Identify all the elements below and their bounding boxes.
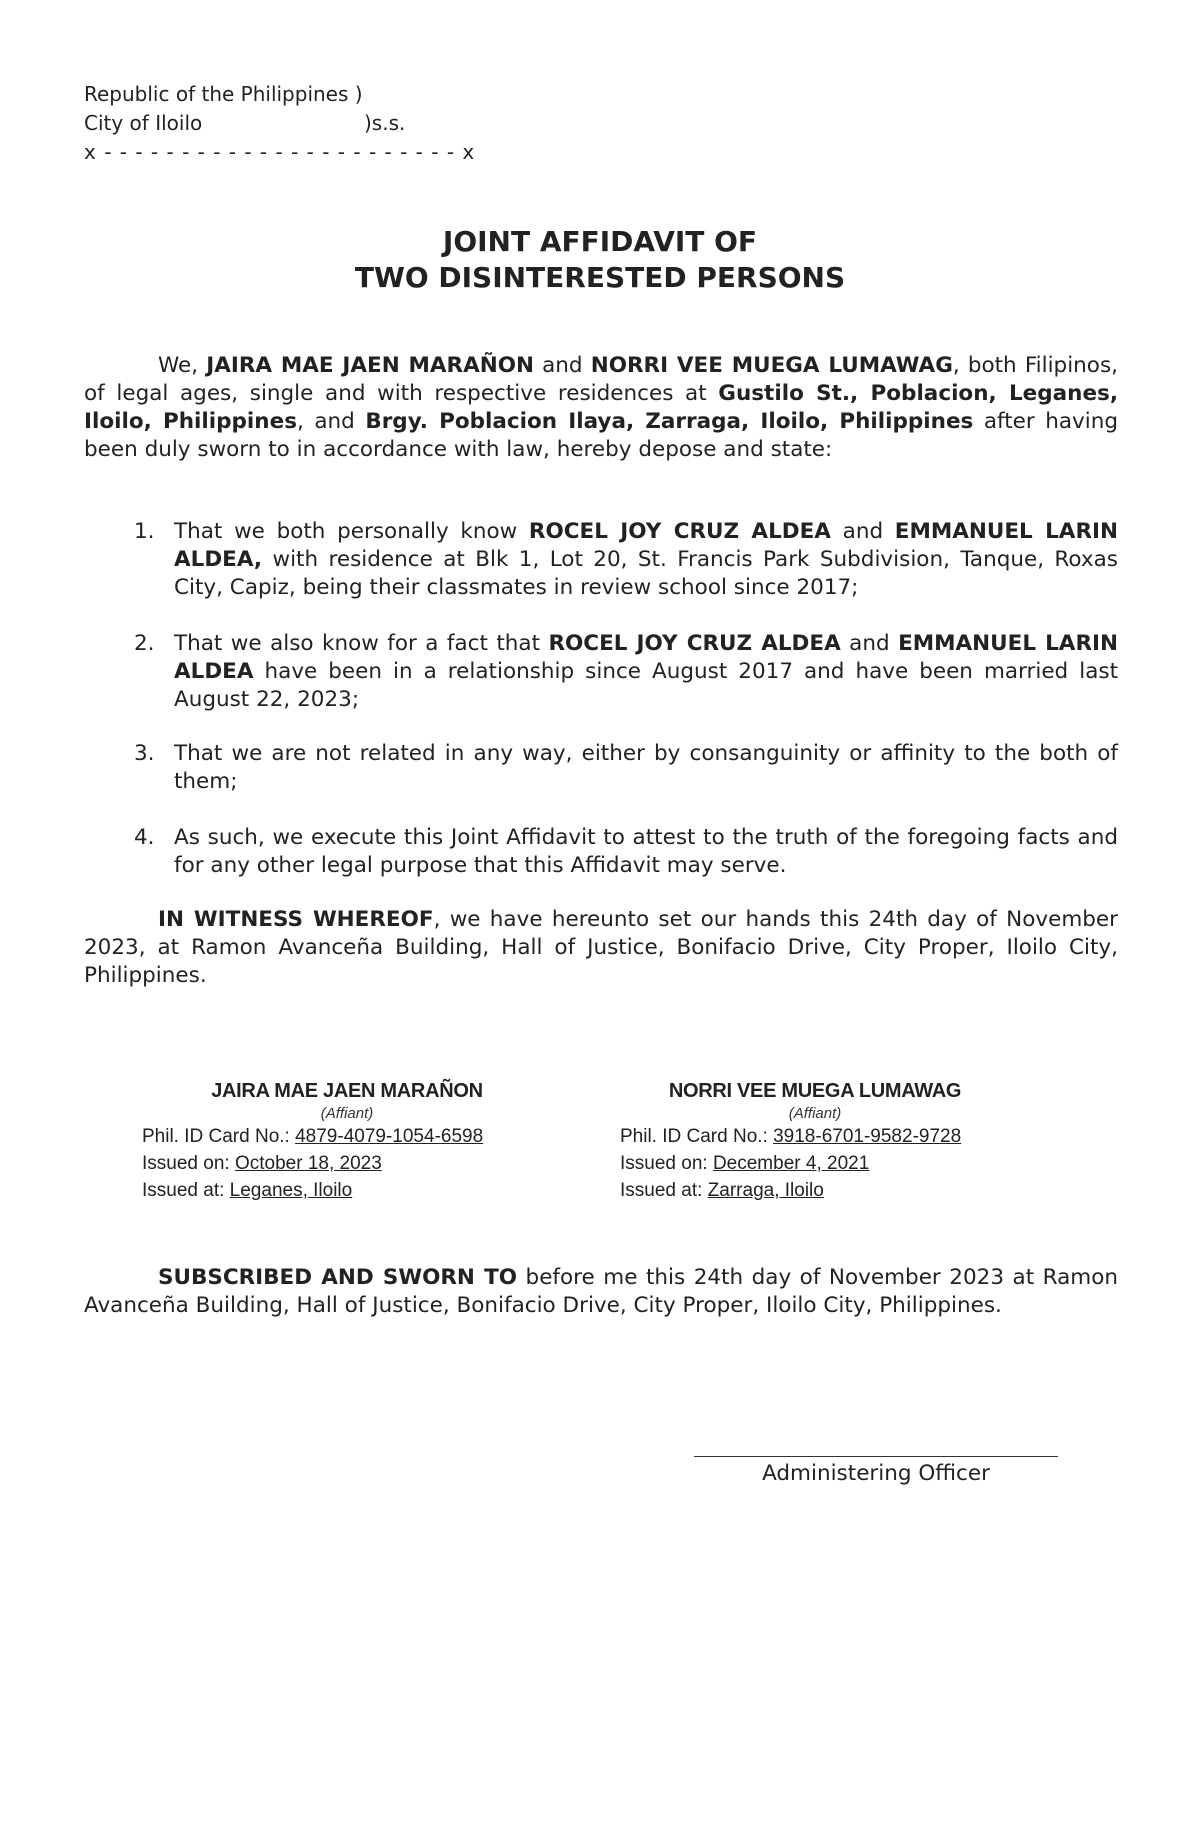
item-number: 1. bbox=[134, 519, 155, 544]
document-title bbox=[0, 224, 1200, 296]
id-card-line bbox=[620, 1123, 1040, 1150]
title-line-1: JOINT AFFIDAVIT OF bbox=[442, 225, 758, 258]
issued-at-label: Issued at: bbox=[620, 1180, 708, 1201]
intro-text: , and bbox=[297, 409, 366, 434]
item-bold-name: EMMANUEL LARIN ALDEA, bbox=[174, 519, 1118, 572]
intro-text: and bbox=[533, 353, 591, 378]
list-item bbox=[134, 518, 1118, 602]
issued-on-label: Issued on: bbox=[142, 1153, 235, 1174]
intro-text: , both Filipinos, of legal ages, single and with respective residences at bbox=[84, 353, 1118, 406]
intro-text: We, bbox=[158, 353, 207, 378]
affiant-name: JAIRA MAE JAEN MARAÑON bbox=[211, 1080, 483, 1102]
item-number: 2. bbox=[134, 631, 155, 656]
venue-ss: )s.s. bbox=[364, 111, 406, 135]
item-number: 4. bbox=[134, 825, 155, 850]
id-card-label: Phil. ID Card No.: bbox=[620, 1126, 774, 1147]
affiant-signature-block-2 bbox=[620, 1078, 1040, 1204]
officer-signature-line bbox=[694, 1456, 1058, 1457]
id-card-label: Phil. ID Card No.: bbox=[142, 1126, 296, 1147]
issued-at-place: Leganes, Iloilo bbox=[229, 1180, 353, 1201]
issued-at-label: Issued at: bbox=[142, 1180, 230, 1201]
affiant-role: (Affiant) bbox=[788, 1105, 842, 1122]
witness-text: , we have hereunto set our hands this 24th day of November 2023, at Ramon Avanceña Building, Hall of Justice, Bonifacio Drive, City Proper, Iloilo City, Philippines. bbox=[84, 907, 1118, 988]
issued-at-line bbox=[142, 1177, 562, 1204]
jurat-heading: SUBSCRIBED AND SWORN TO bbox=[158, 1265, 518, 1290]
witness-heading: IN WITNESS WHEREOF bbox=[158, 907, 434, 932]
jurat-paragraph bbox=[84, 1264, 1118, 1320]
item-text: and bbox=[830, 519, 895, 544]
item-text: have been in a relationship since August 2017 and have been married last August 22, 2023; bbox=[174, 659, 1118, 712]
venue-separator: x - - - - - - - - - - - - - - - - - - - - - - - x bbox=[84, 140, 476, 164]
venue-line-city bbox=[84, 109, 475, 138]
intro-text: after having been duly sworn to in accordance with law, hereby depose and state: bbox=[84, 409, 1118, 462]
item-bold-name: ROCEL JOY CRUZ ALDEA bbox=[548, 631, 841, 656]
affiant-name-1: JAIRA MAE JAEN MARAÑON bbox=[206, 353, 534, 378]
id-card-line bbox=[142, 1123, 562, 1150]
list-item bbox=[134, 740, 1118, 796]
list-item bbox=[134, 824, 1118, 880]
affiant-signature-block-1 bbox=[142, 1078, 562, 1204]
affiant-name: NORRI VEE MUEGA LUMAWAG bbox=[668, 1080, 962, 1102]
issued-on-line bbox=[620, 1150, 1040, 1177]
item-text: That we both personally know bbox=[174, 519, 529, 544]
jurat-text: before me this 24th day of November 2023 at Ramon Avanceña Building, Hall of Justice, Bonifacio Drive, City Proper, Iloilo City, Philippines. bbox=[84, 1265, 1118, 1318]
item-bold-name: EMMANUEL LARIN ALDEA bbox=[174, 631, 1118, 684]
issued-on-date: December 4, 2021 bbox=[712, 1153, 870, 1174]
residence-2: Brgy. Poblacion Ilaya, Zarraga, Iloilo, Philippines bbox=[365, 409, 974, 434]
item-text: As such, we execute this Joint Affidavit to attest to the truth of the foregoing facts and for any other legal purpose that this Affidavit may serve. bbox=[174, 825, 1118, 878]
venue-city: City of Iloilo bbox=[84, 111, 203, 135]
item-number: 3. bbox=[134, 741, 155, 766]
item-bold-name: ROCEL JOY CRUZ ALDEA bbox=[528, 519, 831, 544]
venue-header bbox=[84, 80, 475, 167]
title-line-2: TWO DISINTERESTED PERSONS bbox=[354, 261, 846, 294]
issued-on-line bbox=[142, 1150, 562, 1177]
issued-on-label: Issued on: bbox=[620, 1153, 713, 1174]
item-text: That we also know for a fact that bbox=[174, 631, 549, 656]
issued-at-line bbox=[620, 1177, 1040, 1204]
item-text: That we are not related in any way, either by consanguinity or affinity to the both of them; bbox=[174, 741, 1118, 794]
issued-at-place: Zarraga, Iloilo bbox=[707, 1180, 824, 1201]
witness-paragraph bbox=[84, 906, 1118, 990]
item-text: and bbox=[840, 631, 899, 656]
id-card-number: 3918-6701-9582-9728 bbox=[773, 1126, 962, 1147]
list-item bbox=[134, 630, 1118, 714]
intro-paragraph bbox=[84, 352, 1118, 464]
affiant-name-2: NORRI VEE MUEGA LUMAWAG bbox=[590, 353, 953, 378]
id-card-number: 4879-4079-1054-6598 bbox=[295, 1126, 484, 1147]
item-text: with residence at Blk 1, Lot 20, St. Francis Park Subdivision, Tanque, Roxas City, Capiz, being their classmates in review school since 2017; bbox=[174, 547, 1118, 600]
venue-line-republic: Republic of the Philippines ) bbox=[84, 82, 363, 106]
residence-1: Gustilo St., Poblacion, Leganes, Iloilo, Philippines bbox=[84, 381, 1119, 434]
issued-on-date: October 18, 2023 bbox=[234, 1153, 382, 1174]
affiant-role: (Affiant) bbox=[320, 1105, 374, 1122]
administering-officer-label: Administering Officer bbox=[762, 1461, 990, 1486]
